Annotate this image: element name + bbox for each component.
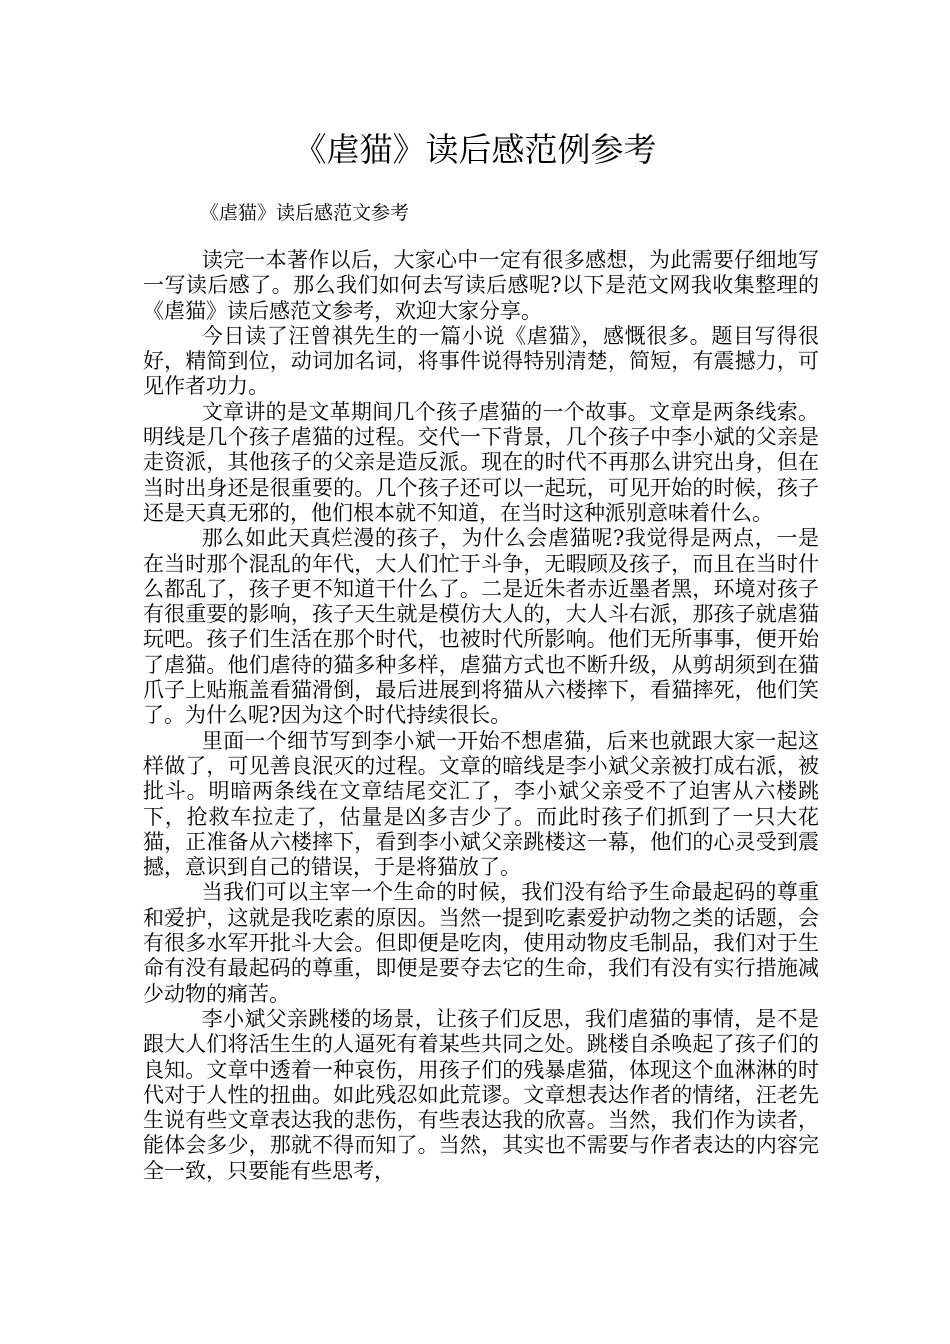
body-paragraph: 今日读了汪曾祺先生的一篇小说《虐猫》，感慨很多。题目写得很好，精简到位，动词加名词，将事件说得特别清楚，简短，有震撼力，可见作者功力。 [143,323,819,399]
body-paragraph: 读完一本著作以后，大家心中一定有很多感想，为此需要仔细地写一写读后感了。那么我们如何去写读后感呢?以下是范文网我收集整理的《虐猫》读后感范文参考，欢迎大家分享。 [143,248,819,323]
document-body [143,248,819,1184]
body-paragraph: 当我们可以主宰一个生命的时候，我们没有给予生命最起码的尊重和爱护，这就是我吃素的原因。当然一提到吃素爱护动物之类的话题，会有很多水军开批斗大会。但即便是吃肉，使用动物皮毛制品，我们对于生命有没有最起码的尊重，即便是要夺去它的生命，我们有没有实行措施减少动物的痛苦。 [143,880,819,1006]
document-title: 《虐猫》读后感范例参考 [293,130,657,169]
body-paragraph: 里面一个细节写到李小斌一开始不想虐猫，后来也就跟大家一起这样做了，可见善良泯灭的过程。文章的暗线是李小斌父亲被打成右派，被批斗。明暗两条线在文章结尾交汇了，李小斌父亲受不了迫害从六楼跳下，抢救车拉走了，估量是凶多吉少了。而此时孩子们抓到了一只大花猫，正准备从六楼摔下，看到李小斌父亲跳楼这一幕，他们的心灵受到震撼，意识到自己的错误，于是将猫放了。 [143,728,819,880]
body-paragraph: 文章讲的是文革期间几个孩子虐猫的一个故事。文章是两条线索。明线是几个孩子虐猫的过程。交代一下背景，几个孩子中李小斌的父亲是走资派，其他孩子的父亲是造反派。现在的时代不再那么讲究出身，但在当时出身还是很重要的。几个孩子还可以一起玩，可见开始的时候，孩子还是天真无邪的，他们根本就不知道，在当时这种派别意味着什么。 [143,399,819,525]
body-paragraph: 李小斌父亲跳楼的场景，让孩子们反思，我们虐猫的事情，是不是跟大人们将活生生的人逼死有着某些共同之处。跳楼自杀唤起了孩子们的良知。文章中透着一种哀伤，用孩子们的残暴虐猫，体现这个血淋淋的时代对于人性的扭曲。如此残忍如此荒谬。文章想表达作者的情绪，汪老先生说有些文章表达我的悲伤，有些表达我的欣喜。当然，我们作为读者，能体会多少，那就不得而知了。当然，其实也不需要与作者表达的内容完全一致，只要能有些思考， [143,1006,819,1183]
document-subtitle: 《虐猫》读后感范文参考 [200,202,410,224]
body-paragraph: 那么如此天真烂漫的孩子，为什么会虐猫呢?我觉得是两点，一是在当时那个混乱的年代，大人们忙于斗争，无暇顾及孩子，而且在当时什么都乱了，孩子更不知道干什么了。二是近朱者赤近墨者黑，环境对孩子有很重要的影响，孩子天生就是模仿大人的，大人斗右派，那孩子就虐猫玩吧。孩子们生活在那个时代，也被时代所影响。他们无所事事，便开始了虐猫。他们虐待的猫多种多样，虐猫方式也不断升级，从剪胡须到在猫爪子上贴瓶盖看猫滑倒，最后进展到将猫从六楼摔下，看猫摔死，他们笑了。为什么呢?因为这个时代持续很长。 [143,526,819,728]
